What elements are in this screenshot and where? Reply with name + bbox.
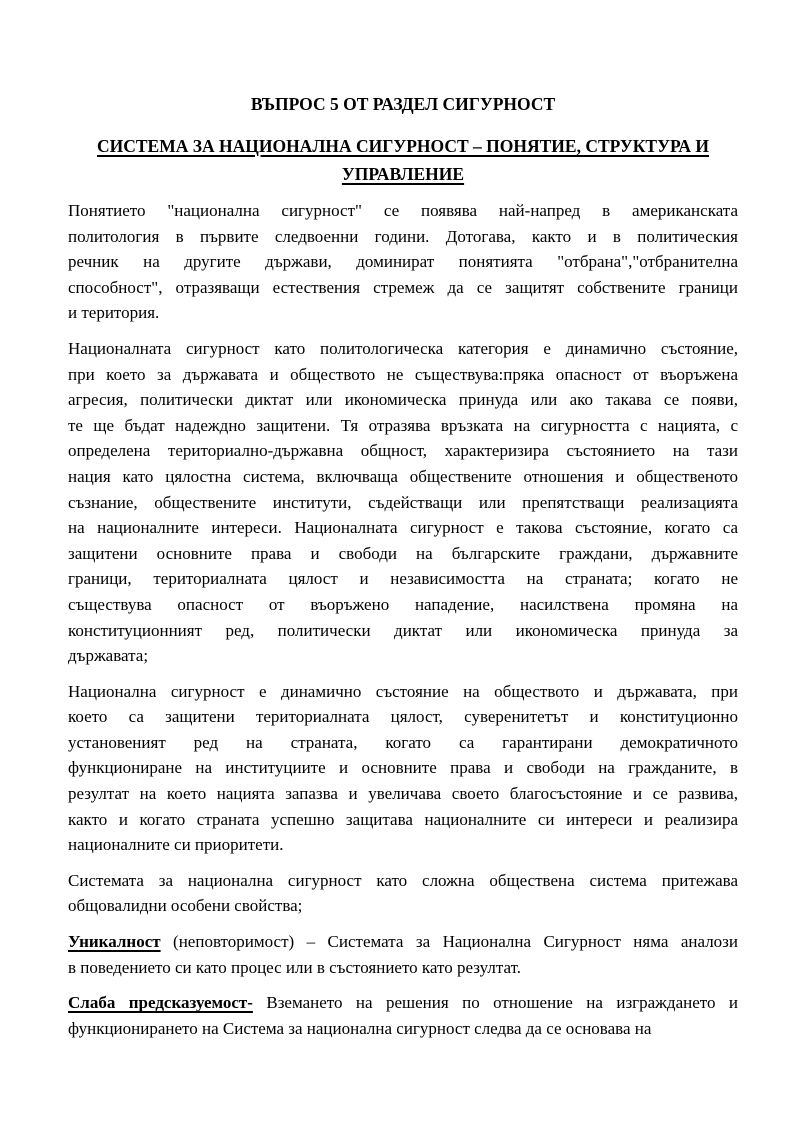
text-line: държавата;	[68, 646, 149, 666]
doc-subheading-line-1	[68, 133, 738, 161]
paragraph	[68, 929, 738, 980]
text-line: резултат на което нацията запазва и увеличава своето благосъстояние и се развива,	[68, 784, 738, 804]
doc-subheading	[68, 133, 738, 188]
text-line: на националните интереси. Националната сигурност е такова състояние, когато са	[68, 518, 738, 538]
text-line: Системата за национална сигурност като сложна обществена система притежава	[68, 870, 738, 890]
text-line: както и когато страната успешно защитава националните си интереси и реализира	[68, 809, 738, 829]
text-line: съзнание, обществените институти, съдействащи или препятстващи реализацията	[68, 492, 738, 512]
text-line: Понятието "национална сигурност" се появява най-напред в американската	[68, 201, 738, 220]
text-segment: (неповторимост) – Системата за Национална Сигурност няма аналози	[160, 932, 738, 952]
text-line: при което за държавата и обществото не съществува:пряка опасност от въоръжена	[68, 364, 738, 384]
text-line: в поведението си като процес или в състоянието като резултат.	[68, 957, 521, 977]
term-lead: Слаба предсказуемост-	[68, 993, 253, 1013]
text-line: политология в първите следвоенни години. Дотогава, както и в политическия	[68, 226, 738, 246]
text-line	[68, 929, 738, 955]
text-line: Национална сигурност е динамично състояние на обществото и държавата, при	[68, 681, 738, 701]
paragraph	[68, 679, 738, 858]
text-line: способност", отразяващи естествения стремеж да се защитят собствените граници	[68, 277, 738, 297]
doc-subheading-line-2	[68, 161, 738, 189]
text-line: установеният ред на страната, когато са гарантирани демократичното	[68, 732, 738, 752]
text-line: и територия.	[68, 303, 160, 323]
text-line: конституционният ред, политически диктат или икономическа принуда за	[68, 620, 738, 640]
text-line: което са защитени териториалната цялост, суверенитетът и конституционно	[68, 707, 738, 727]
paragraph	[68, 336, 738, 669]
text-line: граници, териториалната цялост и независимостта на страната; когато не	[68, 569, 738, 589]
text-line: функциониране на институциите и основните права и свободи на гражданите, в	[68, 758, 738, 778]
doc-heading: ВЪПРОС 5 ОТ РАЗДЕЛ СИГУРНОСТ	[250, 94, 556, 114]
text-line: нация като цялостна система, включваща обществените отношения и общественото	[68, 466, 738, 486]
paragraph	[68, 198, 738, 326]
paragraph	[68, 990, 738, 1041]
text-line: агресия, политически диктат или икономическа принуда или ако такава се появи,	[68, 390, 738, 410]
text-segment: Вземането на решения по отношение на изграждането и	[252, 993, 738, 1013]
term-lead: Уникалност	[68, 932, 161, 952]
text-line: функционирането на Система за национална сигурност следва да се основава на	[68, 1018, 652, 1038]
text-line: речник на другите държави, доминират понятията "отбрана","отбранителна	[68, 252, 738, 272]
text-line: определена териториално-държавна общност, характеризира състоянието на тази	[68, 441, 738, 461]
doc-body	[68, 198, 738, 1041]
text-line: националните си приоритети.	[68, 835, 284, 855]
text-line: Националната сигурност като политологическа категория е динамично състояние,	[68, 338, 738, 358]
paragraph	[68, 868, 738, 919]
text-line: те ще бъдат надеждно защитени. Тя отразява връзката на сигурността с нацията, с	[68, 415, 738, 435]
doc-subheading-text-2: УПРАВЛЕНИЕ	[341, 163, 465, 184]
text-line: защитени основните права и свободи на българските граждани, държавните	[68, 543, 738, 563]
doc-subheading-text-1: СИСТЕМА ЗА НАЦИОНАЛНА СИГУРНОСТ – ПОНЯТИЕ, СТРУКТУРА И	[96, 136, 710, 156]
text-line: общовалидни особени свойства;	[68, 896, 303, 916]
text-line	[68, 990, 738, 1016]
text-line: съществува опасност от въоръжено нападение, насилствена промяна на	[68, 594, 738, 614]
